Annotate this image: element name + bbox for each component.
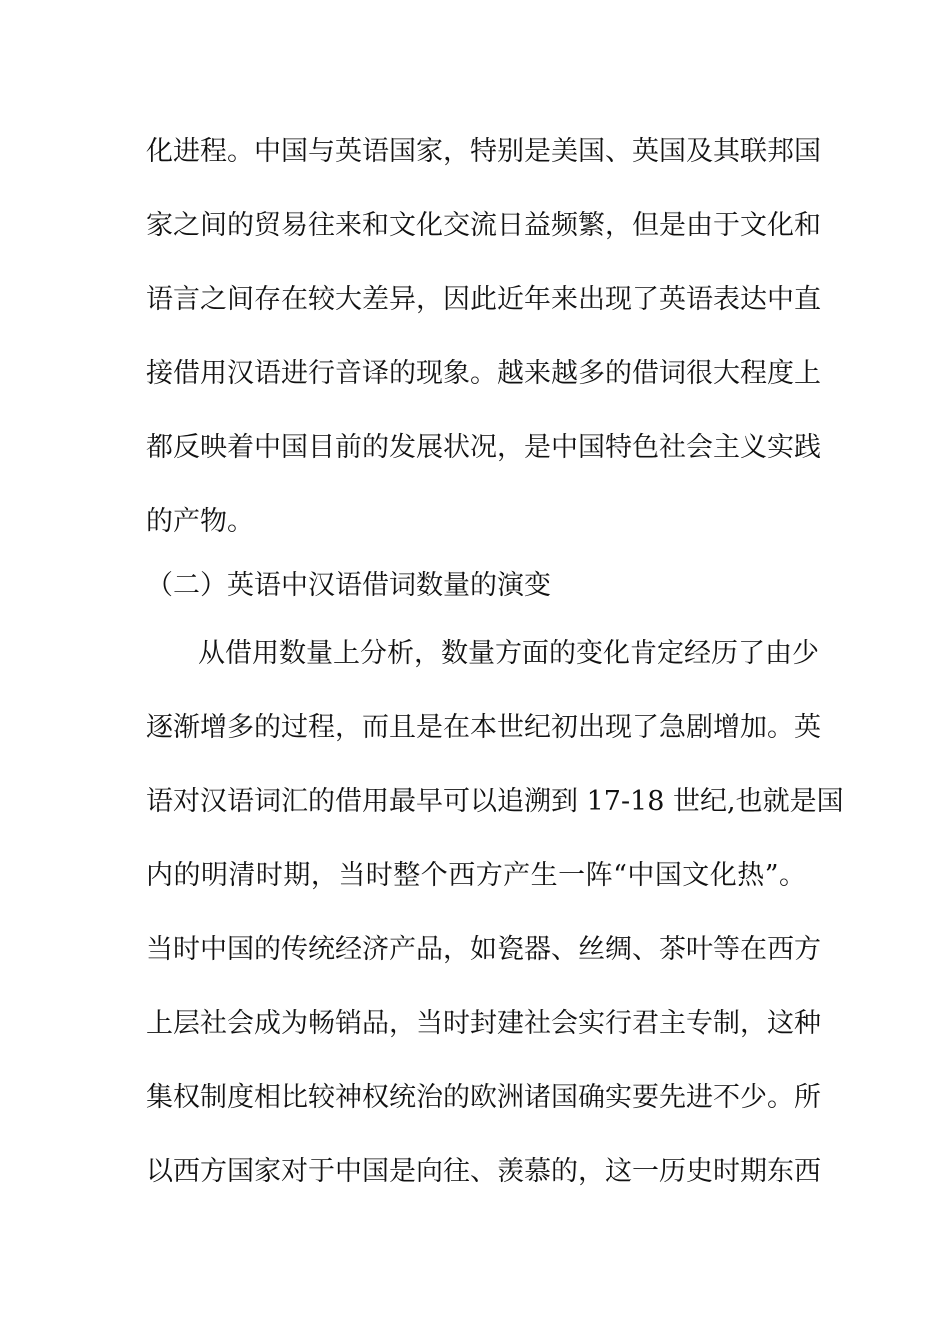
paragraph-2-line-1: 从借用数量上分析，数量方面的变化肯定经历了由少 <box>198 638 819 669</box>
paragraph-2-line-4: 内的明清时期，当时整个西方产生一阵“中国文化热”。 <box>146 860 806 891</box>
paragraph-1-line-1: 化进程。中国与英语国家，特别是美国、英国及其联邦国 <box>146 136 821 167</box>
paragraph-2-line-2: 逐渐增多的过程，而且是在本世纪初出现了急剧增加。英 <box>146 712 821 743</box>
paragraph-1-line-6: 的产物。 <box>146 506 254 537</box>
paragraph-2-line-6: 上层社会成为畅销品，当时封建社会实行君主专制，这种 <box>146 1008 821 1039</box>
paragraph-2-line-7: 集权制度相比较神权统治的欧洲诸国确实要先进不少。所 <box>146 1082 821 1113</box>
paragraph-2-line-3: 语对汉语词汇的借用最早可以追溯到 17-18 世纪,也就是国 <box>146 786 844 817</box>
paragraph-1-line-2: 家之间的贸易往来和文化交流日益频繁，但是由于文化和 <box>146 210 821 241</box>
paragraph-2-line-5: 当时中国的传统经济产品，如瓷器、丝绸、茶叶等在西方 <box>146 934 821 965</box>
section-heading: （二）英语中汉语借词数量的演变 <box>146 570 551 601</box>
paragraph-1-line-4: 接借用汉语进行音译的现象。越来越多的借词很大程度上 <box>146 358 821 389</box>
paragraph-1-line-5: 都反映着中国目前的发展状况，是中国特色社会主义实践 <box>146 432 821 463</box>
paragraph-2-line-8: 以西方国家对于中国是向往、羡慕的，这一历史时期东西 <box>146 1156 821 1187</box>
paragraph-1-line-3: 语言之间存在较大差异，因此近年来出现了英语表达中直 <box>146 284 821 315</box>
